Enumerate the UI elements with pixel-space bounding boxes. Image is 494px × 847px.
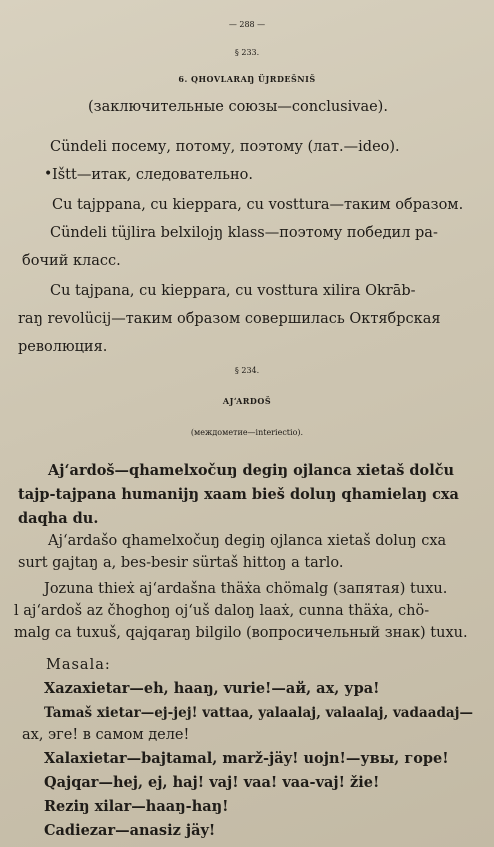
text-line: l ajʻardoš az čhoghoŋ ojʻuš daloŋ laaẋ, cunna thäẋa, chö- (14, 603, 430, 619)
text-line: Ajʻardašo qhamelxočuŋ degiŋ ojlanca xietaš doluŋ cxa (48, 533, 447, 549)
example-line: Tamaš xietar—ej-jej! vattaa, yalaalaj, valaalaj, vadaadaj— (44, 705, 474, 721)
text-line: Cu tajppana, cu kieppara, cu vosttura—таким образом. (52, 197, 464, 213)
text-line: malg ca tuxuš, qajqaraŋ bilgilo (вопросичельный знак) tuxu. (14, 625, 468, 641)
text-line: Ajʻardoš—qhamelxočuŋ degiŋ ojlanca xietaš dolču (48, 462, 455, 479)
section-subtitle-234: (междометие—interiectio). (190, 428, 304, 437)
section-number-233: § 233. (234, 48, 260, 57)
text-line: бочий класс. (22, 253, 121, 269)
example-line: Qajqar—hej, ej, haj! vaj! vaa! vaa-vaj! žie! (44, 774, 380, 791)
text-line: Cu tajpana, cu kieppara, cu vosttura xilira Okrāb- (50, 283, 416, 299)
stray-mark: • (44, 166, 53, 182)
section-subtitle-233: (заключительные союзы—conclusivae). (88, 99, 388, 115)
section-number-234: § 234. (234, 366, 260, 375)
text-line: tajp-tajpana humanijŋ xaam bieš doluŋ qhamielaŋ cxa (18, 486, 459, 503)
text-line: Ištt—итак, следовательно. (52, 167, 254, 183)
text-line: революция. (18, 339, 108, 355)
text-line: Cündeli посему, потому, поэтому (лат.—ideo). (50, 139, 400, 155)
text-line: surt gajtaŋ a, bes-besir sürtaš hittoŋ a tarlo. (18, 555, 344, 571)
section-title-234: AJʻARDOŠ (222, 396, 272, 406)
example-line: Xazaxietar—eh, haaŋ, vurie!—ай, ах, ура! (44, 680, 380, 697)
examples-label: Masala: (46, 657, 111, 673)
example-line: Xalaxietar—bajtamal, marž-jäy! uojn!—увы, горе! (44, 750, 449, 767)
example-line: ах, эге! в самом деле! (22, 727, 190, 743)
page-number: — 288 — (228, 20, 266, 29)
example-line: Reziŋ xilar—haaŋ-haŋ! (44, 798, 229, 815)
example-line: Cadiezar—anasiz jäy! (44, 822, 216, 839)
text-line: daqha du. (18, 510, 99, 527)
text-line: raŋ revolücij—таким образом совершилась Октябрская (18, 311, 441, 327)
section-title-233: 6. QHOVLARAŊ ÜJRDEŠNIŠ (178, 74, 316, 84)
text-line: Cündeli tüjlira belxilojŋ klass—поэтому победил ра- (50, 225, 438, 241)
text-line: Jozuna thieẋ ajʻardašna thäẋa chömalg (запятая) tuxu. (44, 581, 448, 597)
